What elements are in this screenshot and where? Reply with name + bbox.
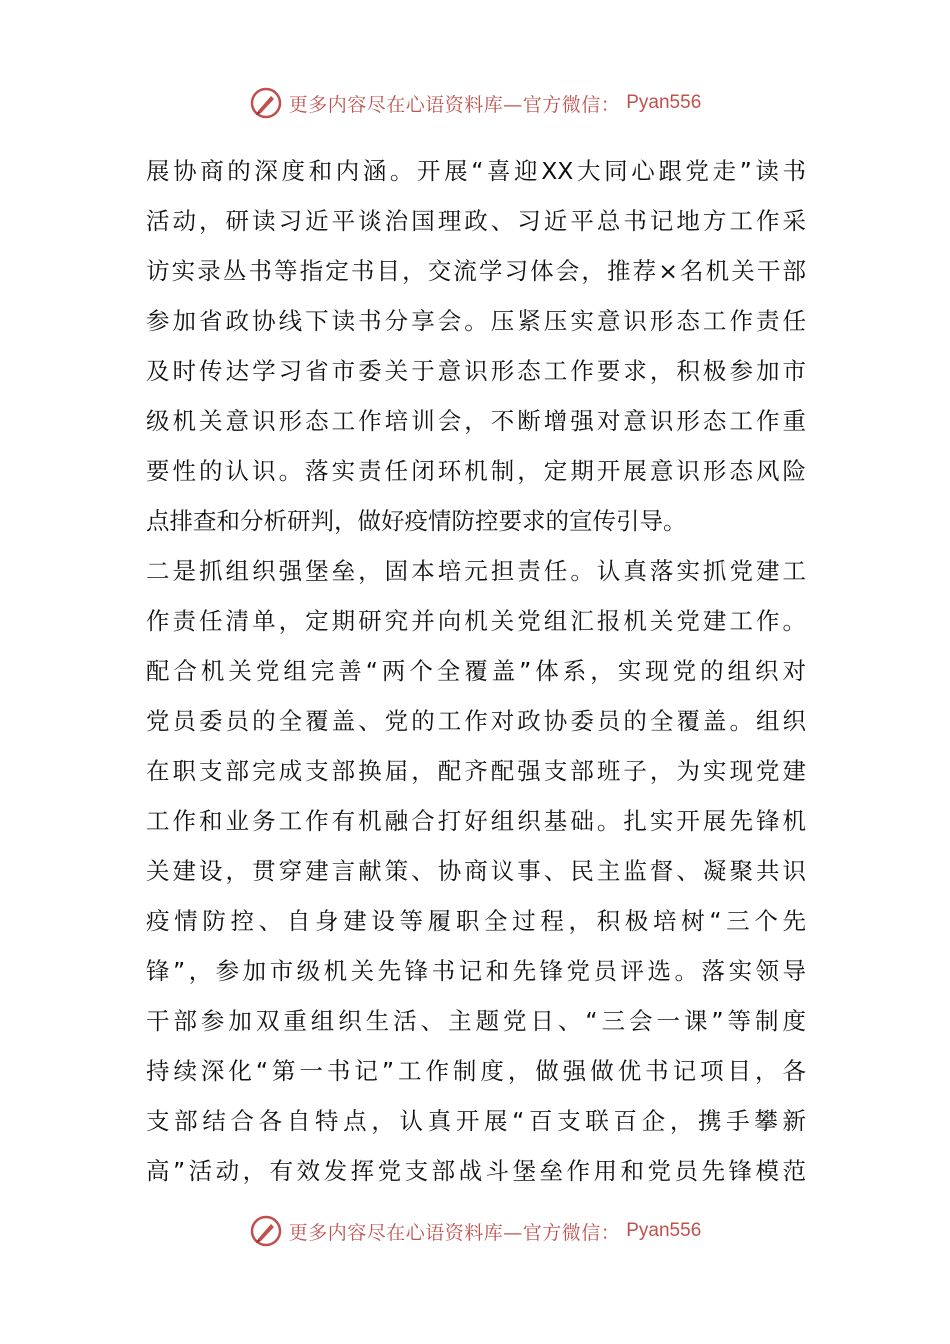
body-line: 疫情防控、自身建设等履职全过程，积极培树“三个先 [146, 907, 806, 935]
body-line: 工作和业务工作有机融合打好组织基础。扎实开展先锋机 [146, 807, 806, 835]
body-line: 配合机关党组完善“两个全覆盖”体系，实现党的组织对 [146, 657, 806, 685]
body-line: 二是抓组织强堡垒，固本培元担责任。认真落实抓党建工 [146, 557, 806, 585]
body-line: 高”活动，有效发挥党支部战斗堡垒作用和党员先锋模范 [146, 1157, 806, 1185]
header-banner [0, 83, 950, 123]
wechat-handle: Pyan556 [626, 92, 702, 113]
body-line: 锋”，参加市级机关先锋书记和先锋党员评选。落实领导 [146, 957, 806, 985]
body-line: 持续深化“第一书记”工作制度，做强做优书记项目，各 [146, 1057, 806, 1085]
body-line: 干部参加双重组织生活、主题党日、“三会一课”等制度 [146, 1007, 806, 1035]
body-line: 展协商的深度和内涵。开展“喜迎XX大同心跟党走”读书 [146, 157, 806, 185]
banner-text: 更多内容尽在心语资料库—官方微信： [288, 1221, 621, 1244]
pen-circle-icon [249, 1214, 283, 1248]
body-line: 要性的认识。落实责任闭环机制，定期开展意识形态风险 [146, 457, 806, 485]
body-line: 活动，研读习近平谈治国理政、习近平总书记地方工作采 [146, 207, 806, 235]
body-line: 作责任清单，定期研究并向机关党组汇报机关党建工作。 [146, 607, 806, 635]
body-line: 支部结合各自特点，认真开展“百支联百企，携手攀新 [146, 1107, 806, 1135]
footer-banner [0, 1211, 950, 1251]
document-body [146, 146, 806, 1196]
body-line: 访实录丛书等指定书目，交流学习体会，推荐×名机关干部 [146, 257, 806, 285]
pen-circle-icon [249, 86, 283, 120]
body-line: 点排查和分析研判，做好疫情防控要求的宣传引导。 [146, 507, 687, 535]
wechat-handle: Pyan556 [626, 1220, 702, 1241]
body-line: 党员委员的全覆盖、党的工作对政协委员的全覆盖。组织 [146, 707, 806, 735]
body-line: 关建设，贯穿建言献策、协商议事、民主监督、凝聚共识 [146, 857, 806, 885]
body-line: 及时传达学习省市委关于意识形态工作要求，积极参加市 [146, 357, 806, 385]
body-line: 在职支部完成支部换届，配齐配强支部班子，为实现党建 [146, 757, 806, 785]
banner-text: 更多内容尽在心语资料库—官方微信： [288, 93, 621, 116]
body-line: 参加省政协线下读书分享会。压紧压实意识形态工作责任 [146, 307, 806, 335]
body-line: 级机关意识形态工作培训会，不断增强对意识形态工作重 [146, 407, 806, 435]
